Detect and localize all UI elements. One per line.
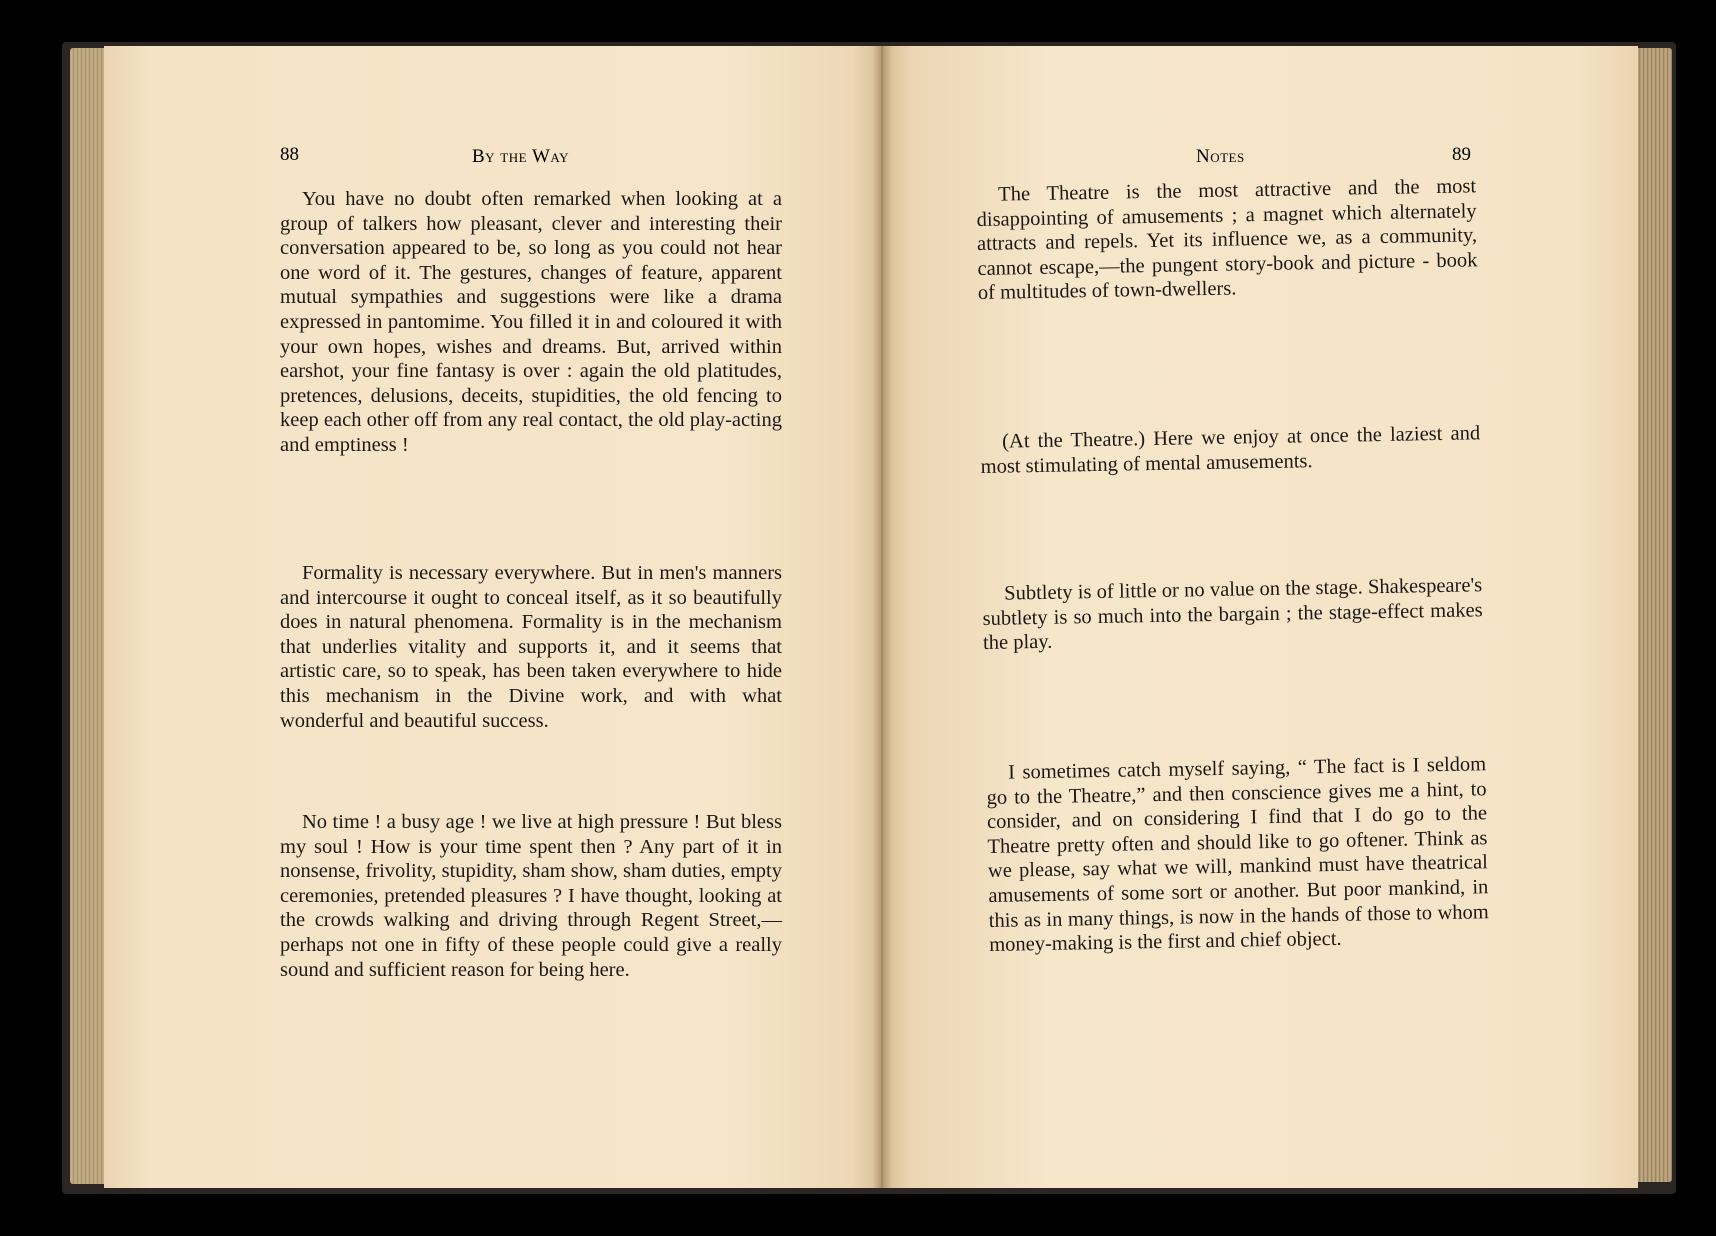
- right-page-number: 89: [1452, 144, 1471, 165]
- right-page-edges: [1636, 48, 1672, 1182]
- left-page-edges: [70, 48, 104, 1184]
- left-paragraph-2: Formality is necessary everywhere. But in men's manners and intercourse it ought to conceal itself, as it so beautifully does in natural phenomena. Formality is in the mechanism that underlies vitality and supports it, and it seems that artistic care, so to speak, has been taken everywhere to hide this mechanism in the Divine work, and with what wonderful and beautiful success.: [280, 562, 782, 732]
- left-paragraph-3: No time ! a busy age ! we live at high pressure ! But bless my soul ! How is your time spent then ? Any part of it in nonsense, frivolity, stupidity, sham show, sham duties, empty ceremonies, pretended pleasures ? I have thought, looking at the crowds walking and driving through Regent Street,— perhaps not one in fifty of these people could give a really sound and sufficient reason for being here.: [280, 811, 782, 981]
- right-paragraph-2: (At the Theatre.) Here we enjoy at once the laziest and most stimulating of mental amusements.: [980, 422, 1481, 478]
- left-running-head: By the Way: [472, 146, 570, 167]
- right-paragraph-4: I sometimes catch myself saying, “ The fact is I seldom go to the Theatre,” and then conscience gives me a hint, to consider, and on considering I find that I do go to the Theatre pretty often and should like to go oftener. Think as we please, say what we will, mankind must have theatrical amusements of some sort or another. But poor mankind, in this as in many things, is now in the hands of those to whom money-making is the first and chief object.: [986, 753, 1489, 957]
- right-running-head: Notes: [1196, 146, 1245, 167]
- right-paragraph-1: The Theatre is the most attractive and the most disappointing of amusements ; a magnet which alternately attracts and repels. Yet its influence we, as a community, cannot escape,—the pungent story-book and picture - book of multitudes of town-dwellers.: [976, 175, 1478, 305]
- right-paragraph-3: Subtlety is of little or no value on the stage. Shakespeare's subtlety is so much into the bargain ; the stage-effect makes the play.: [982, 574, 1483, 655]
- left-paragraph-1: You have no doubt often remarked when looking at a group of talkers how pleasant, clever and interesting their conversation appeared to be, so long as you could not hear one word of it. The gestures, changes of feature, apparent mutual sympathies and suggestions were like a drama expressed in pantomime. You filled it in and coloured it with your own hopes, wishes and dreams. But, arrived within earshot, your fine fantasy is over : again the old platitudes, pretences, delusions, deceits, stupidities, the old fencing to keep each other off from any real contact, the old play-acting and emptiness !: [280, 188, 782, 456]
- book-gutter: [872, 46, 892, 1188]
- left-page-number: 88: [280, 144, 299, 165]
